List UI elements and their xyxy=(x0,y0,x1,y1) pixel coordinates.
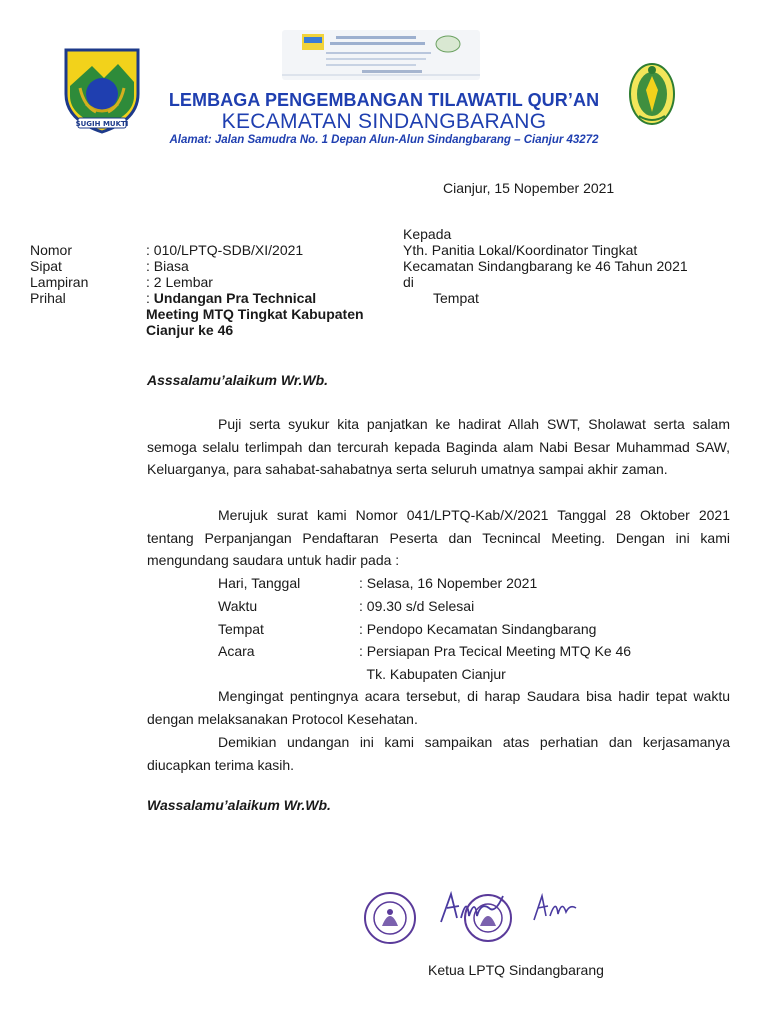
meta-label: Nomor xyxy=(30,242,73,258)
district-name: KECAMATAN SINDANGBARANG xyxy=(221,110,547,133)
subject-prefix: : xyxy=(146,290,154,306)
subject-value xyxy=(146,290,376,338)
subject-line-2: Meeting MTQ Tingkat Kabupaten xyxy=(146,306,364,322)
paragraph-protocol xyxy=(147,685,730,730)
recipient-line: Tempat xyxy=(433,290,479,306)
address-line: Alamat: Jalan Samudra No. 1 Depan Alun-Alun Sindangbarang – Cianjur 43272 xyxy=(169,134,599,146)
meta-label: Prihal xyxy=(30,290,66,306)
recipient-line: di xyxy=(403,274,414,290)
signature xyxy=(530,890,578,928)
detail-row xyxy=(218,595,738,617)
paragraph-closing xyxy=(147,731,730,776)
emblem-motto: SUGIH MUKTI xyxy=(75,120,129,128)
greeting: Asssalamu’alaikum Wr.Wb. xyxy=(147,372,329,388)
detail-row xyxy=(218,640,738,662)
recipient-line: Kepada xyxy=(403,226,452,242)
detail-row xyxy=(218,663,738,685)
detail-value: : Persiapan Pra Tecical Meeting MTQ Ke 46 xyxy=(359,643,632,659)
paragraph-reference xyxy=(147,504,730,572)
detail-label: Waktu xyxy=(218,598,258,614)
detail-label: Hari, Tanggal xyxy=(218,575,301,591)
detail-value: : Pendopo Kecamatan Sindangbarang xyxy=(359,621,597,637)
meta-label: Sipat xyxy=(30,258,62,274)
paragraph-text: Puji serta syukur kita panjatkan ke hadirat Allah SWT, Sholawat serta salam semoga selalu terlimpah dan tercurah kepada Baginda alam Nabi Besar Muhammad SAW, Keluarganya, para sahabat-sahabatnya serta seluruh umatnya sampai akhir zaman. xyxy=(147,416,730,478)
recipient-line: Yth. Panitia Lokal/Koordinator Tingkat xyxy=(403,242,638,258)
scanned-letterhead-fragment xyxy=(282,30,480,80)
meta-value: : 010/LPTQ-SDB/XI/2021 xyxy=(146,242,304,258)
detail-value: Tk. Kabupaten Cianjur xyxy=(359,666,506,682)
detail-row xyxy=(218,618,738,640)
paragraph-opening xyxy=(147,413,730,481)
organization-name: LEMBAGA PENGEMBANGAN TILAWATIL QUR’AN xyxy=(168,90,600,110)
official-stamp xyxy=(462,892,514,944)
detail-value: : Selasa, 16 Nopember 2021 xyxy=(359,575,538,591)
paragraph-text: Mengingat pentingnya acara tersebut, di harap Saudara bisa hadir tepat waktu dengan melaksanakan Protocol Kesehatan. xyxy=(147,688,730,727)
closing-salutation: Wassalamu’alaikum Wr.Wb. xyxy=(147,797,331,813)
paragraph-text: Merujuk surat kami Nomor 041/LPTQ-Kab/X/2021 Tanggal 28 Oktober 2021 tentang Perpanjangan Pendaftaran Peserta dan Tecnincal Meeting. Dengan ini kami mengundang saudara untuk hadir pada : xyxy=(147,507,730,569)
meta-value: : Biasa xyxy=(146,258,189,274)
signatory-title: Ketua LPTQ Sindangbarang xyxy=(428,962,604,978)
official-stamp xyxy=(362,890,418,946)
detail-label: Tempat xyxy=(218,621,264,637)
subject-line-1: Undangan Pra Technical xyxy=(153,290,317,306)
meta-label: Lampiran xyxy=(30,274,89,290)
detail-label: Acara xyxy=(218,643,255,659)
detail-row xyxy=(218,572,738,594)
subject-line-3: Cianjur ke 46 xyxy=(146,322,234,338)
recipient-block xyxy=(403,226,743,306)
meta-value: : 2 Lembar xyxy=(146,274,213,290)
letter-date: Cianjur, 15 Nopember 2021 xyxy=(443,180,615,196)
detail-value: : 09.30 s/d Selesai xyxy=(359,598,475,614)
recipient-line: Kecamatan Sindangbarang ke 46 Tahun 2021 xyxy=(403,258,688,274)
paragraph-text: Demikian undangan ini kami sampaikan atas perhatian dan kerjasamanya diucapkan terima kasih. xyxy=(147,734,730,773)
